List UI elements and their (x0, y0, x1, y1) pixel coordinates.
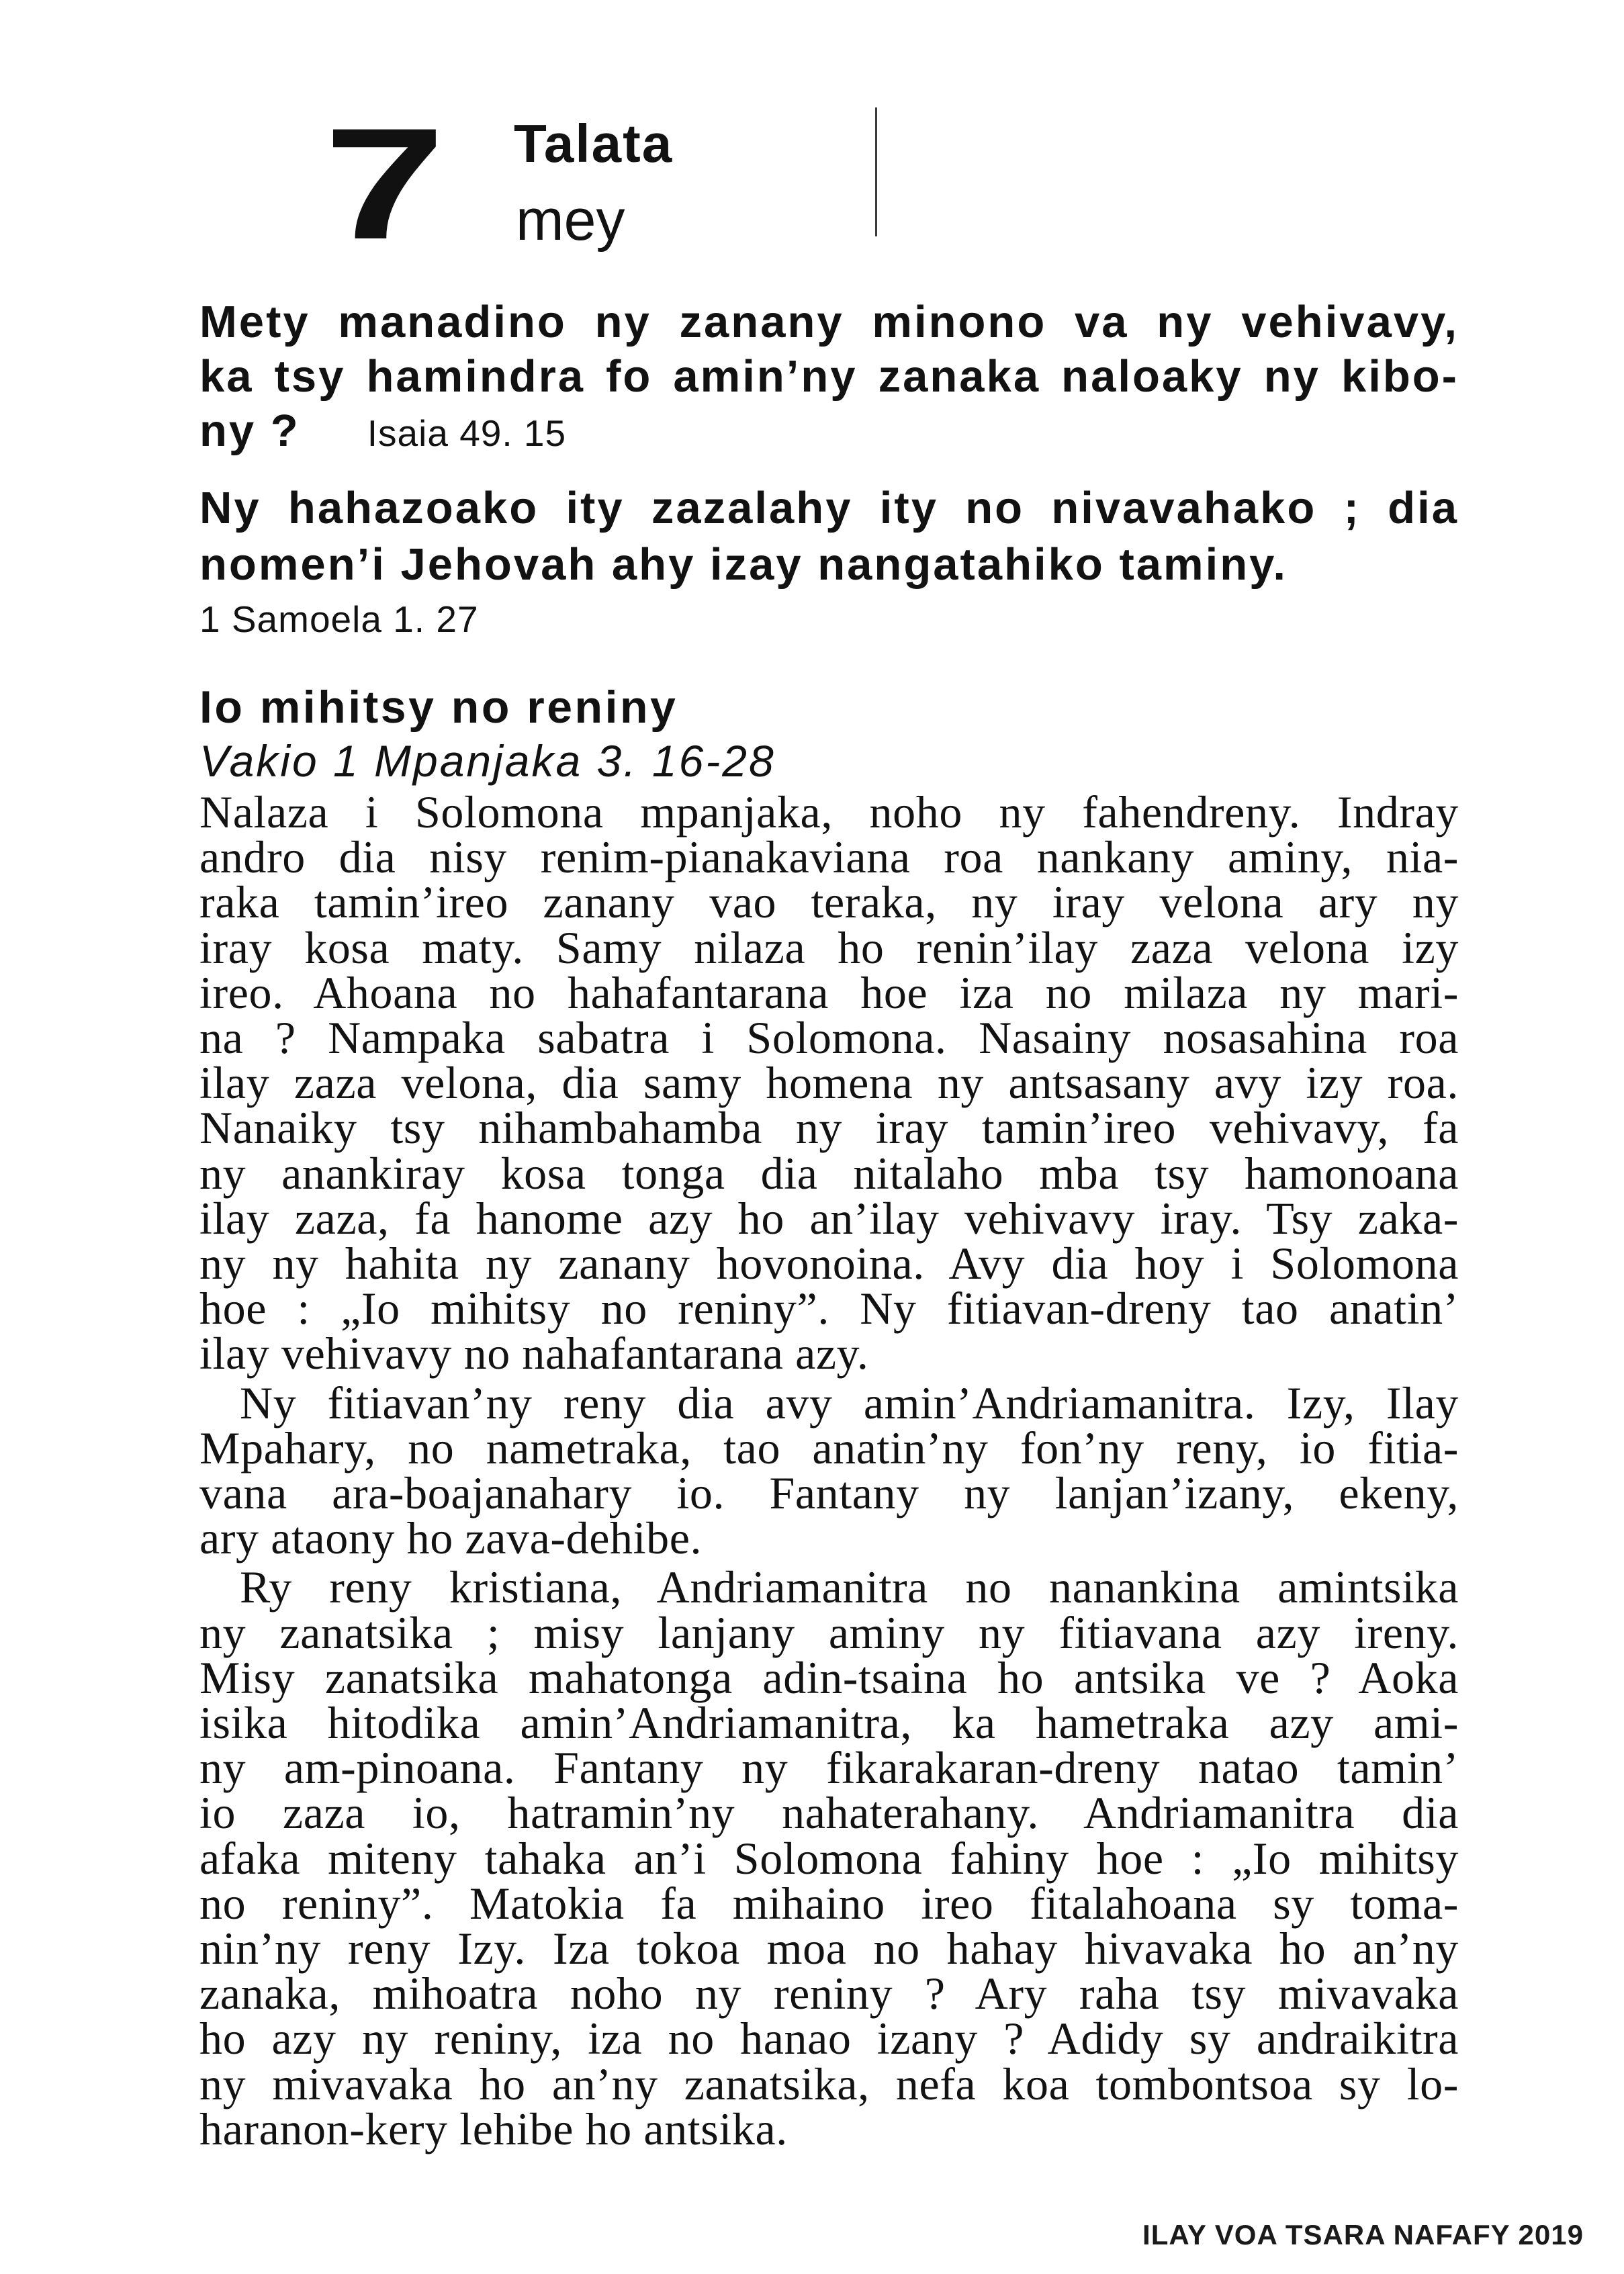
verse-line-with-reference (199, 404, 1459, 461)
body-line: ny mivavaka ho an’ny zanatsika, nefa koa tombontsoa sy lo- (199, 2058, 1459, 2109)
month-label: mey (516, 188, 625, 253)
paragraph-3 (199, 1561, 1459, 2154)
body-line: ny anankiray kosa tonga dia nitalaho mba tsy hamonoana (199, 1147, 1459, 1199)
body-line: ilay vehivavy no nahafantarana azy. (199, 1328, 869, 1379)
reading-body (199, 786, 1459, 2154)
body-line: Misy zanatsika mahatonga adin-tsaina ho antsika ve ? Aoka (199, 1651, 1459, 1703)
verse-line: Ny hahazoako ity zazalahy ity no nivavahako ; dia (199, 483, 1459, 533)
body-line: ireo. Ahoana no hahafantarana hoe iza no milaza ny mari- (199, 966, 1459, 1018)
weekday-label: Talata (514, 113, 674, 173)
verse-1 (199, 295, 1459, 461)
body-line: na ? Nampaka sabatra i Solomona. Nasainy nosasahina roa (199, 1012, 1459, 1064)
header-divider (875, 107, 877, 236)
paragraph-1 (199, 786, 1459, 1379)
verse-2 (199, 480, 1459, 593)
body-line: Ny fitiavan’ny reny dia avy amin’Andriamanitra. Izy, Ilay (240, 1377, 1459, 1428)
paragraph-2 (199, 1377, 1459, 1564)
body-line: afaka miteny tahaka an’i Solomona fahiny hoe : „Io mihitsy (199, 1832, 1459, 1884)
verse-line: Mety manadino ny zanany minono va ny vehivavy, (199, 297, 1459, 347)
body-line: ilay zaza velona, dia samy homena ny antsasany avy izy roa. (199, 1057, 1459, 1109)
body-line: isika hitodika amin’Andriamanitra, ka hametraka azy ami- (199, 1697, 1459, 1749)
body-line: ny am-pinoana. Fantany ny fikarakaran-dreny natao tamin’ (199, 1742, 1459, 1794)
body-line: vana ara-boajanahary io. Fantany ny lanjan’izany, ekeny, (199, 1467, 1459, 1519)
body-line: ilay zaza, fa hanome azy ho an’ilay vehivavy iray. Tsy zaka- (199, 1192, 1459, 1244)
body-line: Mpahary, no nametraka, tao anatin’ny fon’ny reny, io fitia- (199, 1422, 1459, 1473)
body-line: ny ny hahita ny zanany hovonoina. Avy dia hoy i Solomona (199, 1238, 1459, 1289)
footer-publication-title: ILAY VOA TSARA NAFAFY 2019 (1142, 2219, 1584, 2250)
verse-reference: Isaia 49. 15 (367, 412, 567, 454)
body-line: andro dia nisy renim-pianakaviana roa nankany aminy, nia- (199, 831, 1459, 883)
body-line: iray kosa maty. Samy nilaza ho renin’ilay zaza velona izy (199, 921, 1459, 973)
body-line: Nalaza i Solomona mpanjaka, noho ny fahendreny. Indray (199, 786, 1459, 837)
verse-reference: 1 Samoela 1. 27 (199, 598, 479, 640)
verse-line: nomen’i Jehovah ahy izay nangatahiko taminy. (199, 539, 1288, 590)
body-line: Nanaiky tsy nihambahamba ny iray tamin’ireo vehivavy, fa (199, 1102, 1459, 1154)
day-number: 7 (324, 95, 446, 273)
body-line: hoe : „Io mihitsy no reniny”. Ny fitiavan-dreny tao anatin’ (199, 1283, 1459, 1334)
reading-title: Io mihitsy no reniny (199, 682, 678, 733)
body-line: raka tamin’ireo zanany vao teraka, ny iray velona ary ny (199, 876, 1459, 928)
verse-line: ka tsy hamindra fo amin’ny zanaka naloaky ny kibo- (199, 351, 1459, 402)
verse-line: ny ? (199, 406, 300, 456)
body-line: zanaka, mihoatra noho ny reniny ? Ary raha tsy mivavaka (199, 1968, 1459, 2019)
reading-reference: Vakio 1 Mpanjaka 3. 16-28 (199, 736, 776, 786)
body-line: no reniny”. Matokia fa mihaino ireo fitalahoana sy toma- (199, 1877, 1459, 1929)
body-line: Ry reny kristiana, Andriamanitra no nanankina amintsika (240, 1561, 1459, 1613)
body-line: ho azy ny reniny, iza no hanao izany ? Adidy sy andraikitra (199, 2013, 1459, 2064)
body-line: io zaza io, hatramin’ny nahaterahany. Andriamanitra dia (199, 1787, 1459, 1839)
body-line: haranon-kery lehibe ho antsika. (199, 2103, 788, 2154)
body-line: nin’ny reny Izy. Iza tokoa moa no hahay hivavaka ho an’ny (199, 1923, 1459, 1974)
body-line: ny zanatsika ; misy lanjany aminy ny fitiavana azy ireny. (199, 1606, 1459, 1658)
body-line: ary ataony ho zava-dehibe. (199, 1512, 703, 1564)
